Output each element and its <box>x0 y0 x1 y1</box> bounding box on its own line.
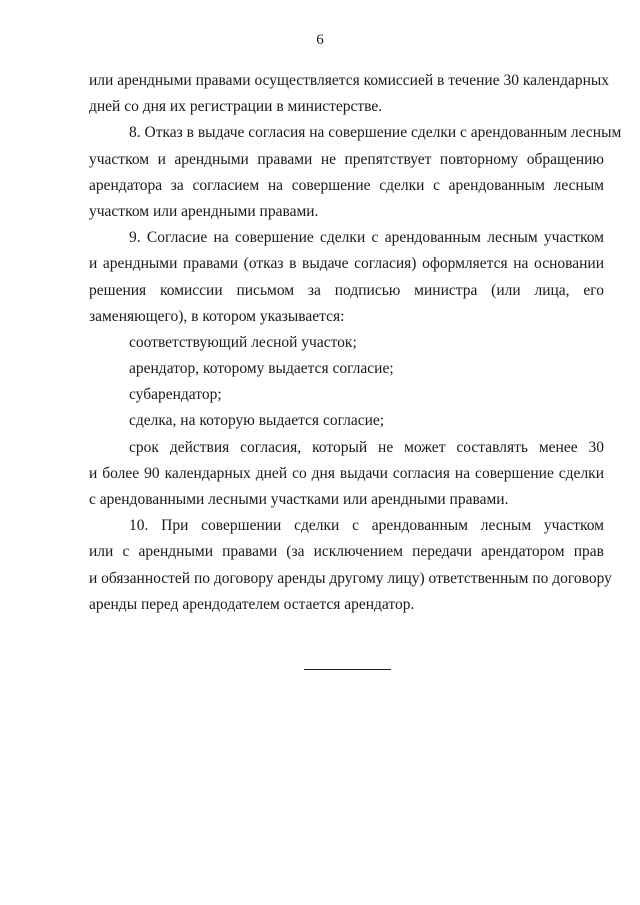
text-line: соответствующий лесной участок; <box>129 333 357 351</box>
text-line: аренды перед арендодателем остается арендатор. <box>89 595 415 613</box>
text-line: срок действия согласия, который не может составлять менее 30 <box>129 438 604 456</box>
text-line: арендатор, которому выдается согласие; <box>129 360 394 378</box>
text-line: или арендными правами осуществляется комиссией в течение 30 календарных <box>89 72 610 89</box>
document-body <box>89 68 622 618</box>
text-line: участком или арендными правами. <box>89 202 319 220</box>
text-line: и более 90 календарных дней со дня выдачи согласия на совершение сделки <box>89 464 604 482</box>
text-line: заменяющего), в котором указывается: <box>89 307 345 325</box>
page-number: 6 <box>316 32 324 48</box>
text-line: 10. При совершении сделки с арендованным лесным участком <box>129 517 604 535</box>
text-line: 9. Согласие на совершение сделки с арендованным лесным участком <box>129 229 604 247</box>
text-line: субарендатор; <box>129 386 222 404</box>
text-line: или с арендными правами (за исключением передачи арендатором прав <box>89 543 604 561</box>
text-line: и обязанностей по договору аренды другому лицу) ответственным по договору <box>89 569 612 587</box>
end-of-text-rule <box>304 669 391 670</box>
text-line: сделка, на которую выдается согласие; <box>129 412 385 430</box>
text-line: и арендными правами (отказ в выдаче согласия) оформляется на основании <box>89 255 604 273</box>
text-line: 8. Отказ в выдаче согласия на совершение сделки с арендованным лесным <box>129 124 622 142</box>
text-line: с арендованными лесными участками или арендными правами. <box>89 491 509 508</box>
text-line: арендатора за согласием на совершение сделки с арендованным лесным <box>89 176 604 194</box>
text-line: решения комиссии письмом за подписью министра (или лица, его <box>89 281 604 299</box>
text-line: дней со дня их регистрации в министерстве. <box>89 98 383 116</box>
text-line: участком и арендными правами не препятствует повторному обращению <box>89 150 604 168</box>
